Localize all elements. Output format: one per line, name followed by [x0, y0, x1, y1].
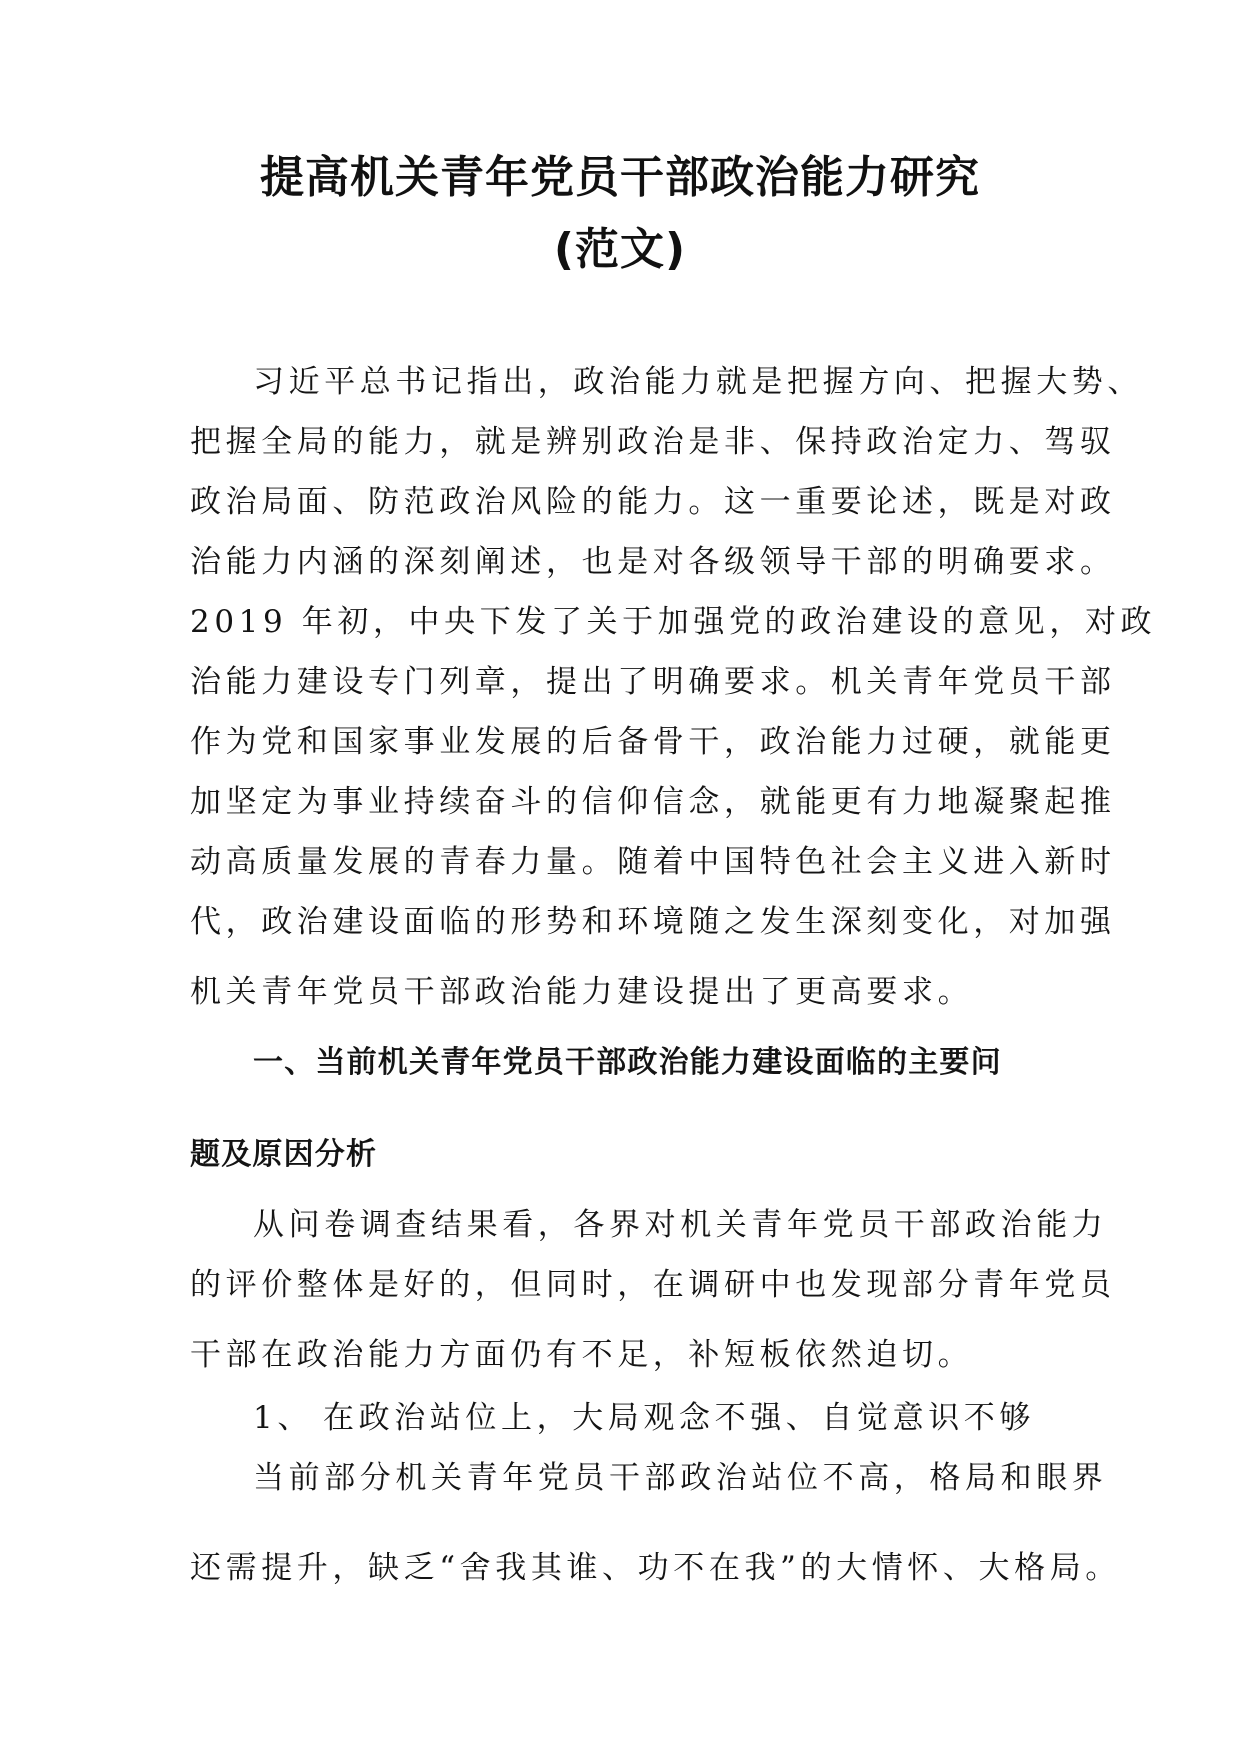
- intro-line: 动高质量发展的青春力量。随着中国特色社会主义进入新时: [190, 844, 1116, 880]
- section-heading: 题及原因分析: [190, 1137, 378, 1172]
- section-heading: 一、当前机关青年党员干部政治能力建设面临的主要问: [253, 1045, 1002, 1080]
- intro-line: 政治局面、防范政治风险的能力。这一重要论述，既是对政: [190, 484, 1116, 520]
- item-title: 在政治站位上，大局观念不强、自觉意识不够: [323, 1400, 1035, 1436]
- intro-line: 把握全局的能力，就是辨别政治是非、保持政治定力、驾驭: [190, 424, 1116, 460]
- subsection-paragraph-line: 当前部分机关青年党员干部政治站位不高，格局和眼界: [253, 1460, 1108, 1496]
- subsection-paragraph-line: 还需提升，缺乏“舍我其谁、功不在我”的大情怀、大格局。: [190, 1550, 1121, 1586]
- subsection-heading: [253, 1398, 1035, 1438]
- intro-line: 代，政治建设面临的形势和环境随之发生深刻变化，对加强: [190, 904, 1116, 940]
- section-paragraph-line: 干部在政治能力方面仍有不足，补短板依然迫切。: [190, 1337, 974, 1373]
- intro-line: 机关青年党员干部政治能力建设提出了更高要求。: [190, 974, 974, 1010]
- intro-line: 2019 年初，中央下发了关于加强党的政治建设的意见，对政: [190, 604, 1157, 640]
- intro-line: 加坚定为事业持续奋斗的信仰信念，就能更有力地凝聚起推: [190, 784, 1116, 820]
- intro-line: 治能力建设专门列章，提出了明确要求。机关青年党员干部: [190, 664, 1116, 700]
- section-paragraph-line: 的评价整体是好的，但同时，在调研中也发现部分青年党员: [190, 1267, 1116, 1303]
- intro-line: 治能力内涵的深刻阐述，也是对各级领导干部的明确要求。: [190, 544, 1116, 580]
- item-number: 1、: [253, 1400, 313, 1436]
- document-subtitle: (范文): [553, 224, 687, 275]
- intro-line: 作为党和国家事业发展的后备骨干，政治能力过硬，就能更: [190, 724, 1116, 760]
- section-paragraph-line: 从问卷调查结果看，各界对机关青年党员干部政治能力: [253, 1207, 1108, 1243]
- document-title: 提高机关青年党员干部政治能力研究: [260, 152, 980, 203]
- intro-line: 习近平总书记指出，政治能力就是把握方向、把握大势、: [253, 364, 1143, 400]
